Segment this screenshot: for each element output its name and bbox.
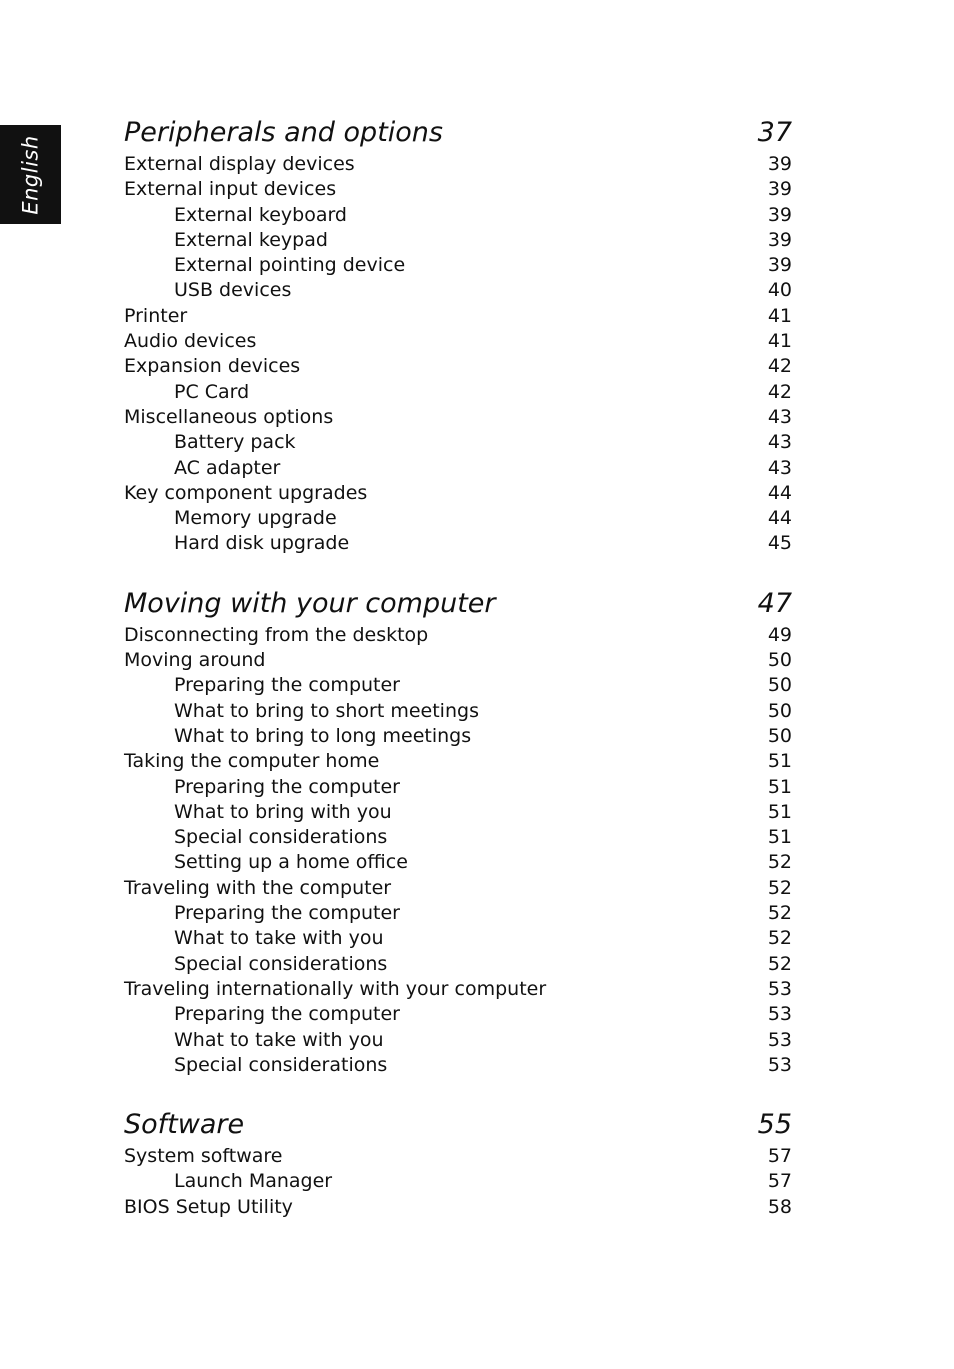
toc-entry[interactable]: [124, 405, 792, 430]
language-tab: [0, 125, 61, 224]
entry-page-number: 49: [767, 623, 792, 646]
entry-page-number: 44: [767, 507, 792, 530]
entry-page-number: 58: [767, 1195, 792, 1218]
toc-subentry[interactable]: [124, 430, 792, 455]
entry-label: BIOS Setup Utility: [124, 1195, 293, 1218]
chapter-title: Moving with your computer: [124, 587, 496, 619]
entry-label: What to take with you: [174, 1028, 384, 1051]
entry-label: Memory upgrade: [174, 507, 337, 530]
toc-subentry[interactable]: [124, 456, 792, 481]
entry-page-number: 39: [767, 228, 792, 251]
entry-page-number: 41: [767, 330, 792, 353]
entry-page-number: 43: [767, 405, 792, 428]
toc-entry[interactable]: [124, 152, 792, 177]
entry-label: Special considerations: [174, 1053, 388, 1076]
toc-entry[interactable]: [124, 329, 792, 354]
toc-subentry[interactable]: [124, 800, 792, 825]
entry-page-number: 43: [767, 431, 792, 454]
toc-entry[interactable]: [124, 749, 792, 774]
toc-subentry[interactable]: [124, 775, 792, 800]
entry-label: Printer: [124, 304, 188, 327]
language-tab-label: English: [18, 134, 43, 215]
toc-subentry[interactable]: [124, 506, 792, 531]
entry-label: Preparing the computer: [174, 674, 400, 697]
entry-page-number: 57: [767, 1170, 792, 1193]
entry-page-number: 41: [767, 304, 792, 327]
entry-page-number: 43: [767, 456, 792, 479]
entry-label: External pointing device: [174, 254, 406, 277]
toc-subentry[interactable]: [124, 1028, 792, 1053]
toc-entry[interactable]: [124, 354, 792, 379]
entry-label: Traveling internationally with your computer: [124, 977, 547, 1000]
entry-page-number: 42: [767, 355, 792, 378]
chapter-heading[interactable]: [124, 585, 792, 623]
entry-label: Preparing the computer: [174, 1003, 400, 1026]
toc-subentry[interactable]: [124, 926, 792, 951]
entry-page-number: 44: [767, 481, 792, 504]
entry-page-number: 45: [767, 532, 792, 555]
entry-page-number: 53: [767, 1053, 792, 1076]
toc-subentry[interactable]: [124, 278, 792, 303]
entry-label: Battery pack: [174, 431, 296, 454]
entry-label: What to bring to long meetings: [174, 724, 472, 747]
entry-label: Key component upgrades: [124, 481, 368, 504]
entry-label: Disconnecting from the desktop: [124, 623, 429, 646]
entry-page-number: 52: [767, 902, 792, 925]
entry-label: PC Card: [174, 380, 250, 403]
toc-subentry[interactable]: [124, 1053, 792, 1078]
entry-page-number: 53: [767, 1003, 792, 1026]
entry-label: External display devices: [124, 153, 355, 175]
entry-page-number: 51: [767, 826, 792, 849]
entry-page-number: 52: [767, 927, 792, 950]
toc-subentry[interactable]: [124, 952, 792, 977]
entry-label: AC adapter: [174, 456, 281, 479]
chapter-page-number: 55: [757, 1109, 792, 1141]
toc-subentry[interactable]: [124, 531, 792, 556]
entry-page-number: 51: [767, 800, 792, 823]
entry-page-number: 57: [767, 1145, 792, 1168]
toc-subentry[interactable]: [124, 901, 792, 926]
toc-subentry[interactable]: [124, 203, 792, 228]
entry-label: Taking the computer home: [124, 750, 380, 773]
entry-label: Expansion devices: [124, 355, 301, 378]
entry-label: USB devices: [174, 279, 292, 302]
toc-chapter: [124, 114, 792, 557]
toc-subentry[interactable]: [124, 673, 792, 698]
entry-page-number: 39: [767, 254, 792, 277]
toc-entry[interactable]: [124, 876, 792, 901]
toc-entry[interactable]: [124, 304, 792, 329]
entry-label: What to take with you: [174, 927, 384, 950]
entry-label: System software: [124, 1145, 283, 1168]
toc-subentry[interactable]: [124, 724, 792, 749]
entry-page-number: 53: [767, 977, 792, 1000]
toc-chapter: [124, 585, 792, 1078]
entry-label: Hard disk upgrade: [174, 532, 350, 555]
toc-entry[interactable]: [124, 623, 792, 648]
toc-entry[interactable]: [124, 648, 792, 673]
toc-entry[interactable]: [124, 977, 792, 1002]
chapter-page-number: 47: [757, 587, 792, 619]
toc-subentry[interactable]: [124, 825, 792, 850]
toc-subentry[interactable]: [124, 228, 792, 253]
entry-label: External input devices: [124, 178, 337, 201]
entry-label: Launch Manager: [174, 1170, 333, 1193]
entry-label: Preparing the computer: [174, 775, 400, 798]
entry-page-number: 42: [767, 380, 792, 403]
entry-page-number: 52: [767, 952, 792, 975]
toc-subentry[interactable]: [124, 1002, 792, 1027]
toc-chapter: [124, 1106, 792, 1220]
chapter-heading[interactable]: [124, 114, 792, 152]
entry-page-number: 39: [767, 203, 792, 226]
entry-page-number: 50: [767, 649, 792, 672]
entry-page-number: 40: [767, 279, 792, 302]
toc-entry[interactable]: [124, 1195, 792, 1220]
toc-entry[interactable]: [124, 481, 792, 506]
chapter-heading[interactable]: [124, 1106, 792, 1144]
entry-label: Traveling with the computer: [124, 876, 392, 899]
entry-label: Moving around: [124, 649, 266, 672]
chapter-title: Peripherals and options: [124, 117, 443, 148]
entry-label: Audio devices: [124, 330, 257, 353]
toc-subentry[interactable]: [124, 1169, 792, 1194]
toc-subentry[interactable]: [124, 850, 792, 875]
entry-label: Special considerations: [174, 826, 388, 849]
entry-page-number: 51: [767, 750, 792, 773]
entry-page-number: 51: [767, 775, 792, 798]
toc-entry[interactable]: [124, 177, 792, 202]
toc-subentry[interactable]: [124, 253, 792, 278]
entry-page-number: 39: [767, 178, 792, 201]
toc-subentry[interactable]: [124, 380, 792, 405]
entry-page-number: 50: [767, 699, 792, 722]
entry-page-number: 52: [767, 876, 792, 899]
entry-page-number: 52: [767, 851, 792, 874]
entry-page-number: 39: [767, 153, 792, 175]
entry-label: What to bring to short meetings: [174, 699, 479, 722]
chapter-page-number: 37: [757, 117, 792, 148]
entry-label: Preparing the computer: [174, 902, 400, 925]
entry-page-number: 53: [767, 1028, 792, 1051]
toc-entry[interactable]: [124, 1144, 792, 1169]
entry-label: Special considerations: [174, 952, 388, 975]
entry-label: External keypad: [174, 228, 328, 251]
entry-page-number: 50: [767, 724, 792, 747]
entry-page-number: 50: [767, 674, 792, 697]
toc-subentry[interactable]: [124, 699, 792, 724]
entry-label: Setting up a home office: [174, 851, 408, 874]
entry-label: Miscellaneous options: [124, 405, 334, 428]
entry-label: External keyboard: [174, 203, 347, 226]
entry-label: What to bring with you: [174, 800, 392, 823]
table-of-contents: [124, 114, 792, 1220]
chapter-title: Software: [124, 1109, 245, 1141]
